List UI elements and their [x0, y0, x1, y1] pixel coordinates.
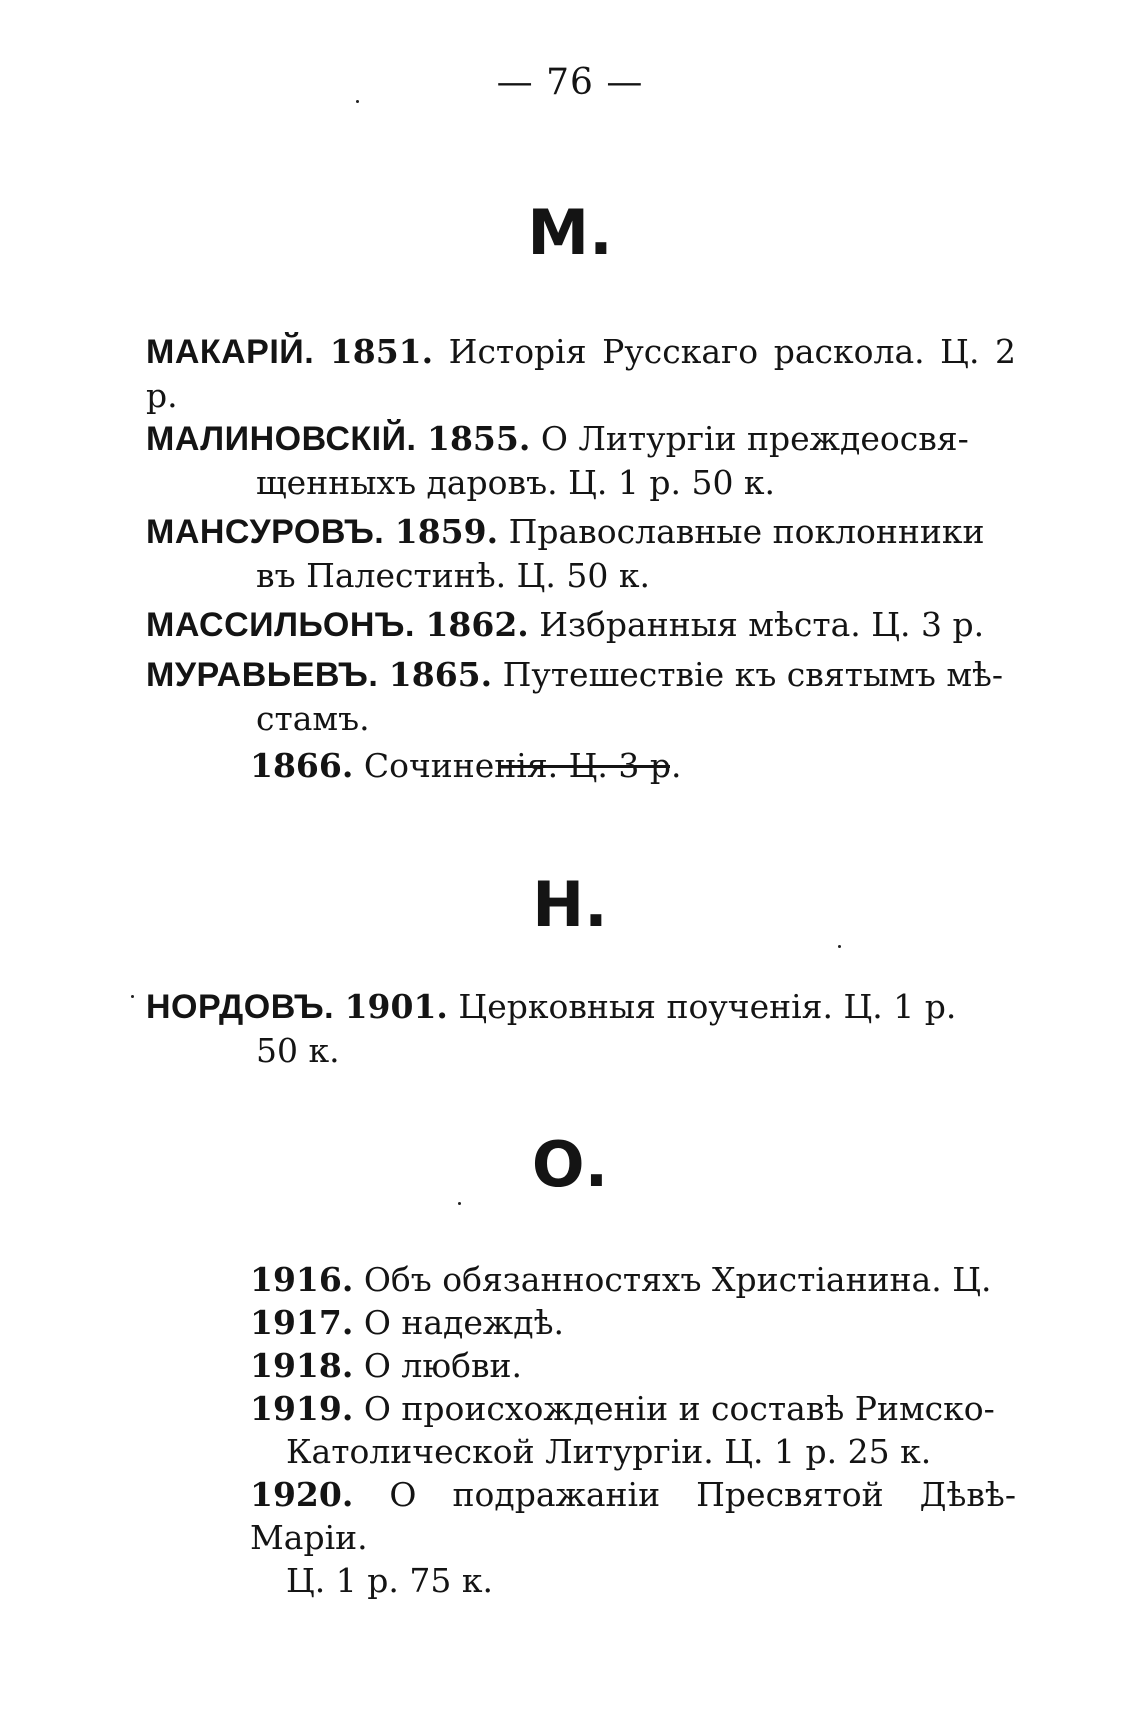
- catalog-entry: [146, 653, 1016, 697]
- section-divider: [500, 765, 670, 768]
- scan-speck: [838, 945, 841, 948]
- entry-author: МУРАВЬЕВЪ.: [146, 656, 379, 694]
- catalog-entry: [146, 603, 1016, 647]
- catalog-entry: [146, 510, 1016, 554]
- section-o-entries: [146, 1258, 1016, 1602]
- entry-continuation: Католической Литургіи. Ц. 1 р. 25 к.: [286, 1432, 932, 1471]
- entry-continuation: стамъ.: [256, 699, 370, 738]
- entry-continuation: щенныхъ даровъ. Ц. 1 р. 50 к.: [256, 463, 776, 502]
- entry-continuation: Ц. 1 р. 75 к.: [286, 1561, 493, 1600]
- entry-text: О надеждѣ.: [363, 1303, 564, 1342]
- entry-year: 1917.: [250, 1303, 354, 1342]
- entry-author: НОРДОВЪ.: [146, 988, 335, 1026]
- entry-year: 1855.: [426, 419, 531, 458]
- entry-author: МАКАРІЙ.: [146, 333, 315, 371]
- entry-author: МАНСУРОВЪ.: [146, 513, 385, 551]
- catalog-entry: [146, 1344, 1016, 1387]
- section-heading-m: М.: [527, 196, 613, 269]
- entry-year: 1866.: [250, 746, 354, 785]
- scan-speck: [458, 1202, 461, 1205]
- entry-text: Церковныя поученія. Ц. 1 р.: [458, 987, 957, 1026]
- entry-text: Объ обязанностяхъ Христіанина. Ц.: [363, 1260, 992, 1299]
- catalog-entry: [146, 1301, 1016, 1344]
- entry-year: 1859.: [394, 512, 499, 551]
- entry-year: 1920.: [250, 1475, 354, 1514]
- entry-year: 1918.: [250, 1346, 354, 1385]
- scan-speck: [131, 995, 134, 998]
- entry-text: Сочиненія. Ц. 3 р.: [363, 746, 682, 785]
- entry-year: 1919.: [250, 1389, 354, 1428]
- catalog-entry: [146, 417, 1016, 461]
- catalog-entry: [146, 1473, 1016, 1559]
- section-heading-n: Н.: [532, 868, 608, 941]
- catalog-entry: [146, 1387, 1016, 1430]
- entry-continuation: 50 к.: [256, 1031, 340, 1070]
- entry-year: 1851.: [329, 332, 434, 371]
- page-number: — 76 —: [496, 62, 644, 103]
- section-m-entries: [146, 330, 1016, 787]
- entry-author: МАССИЛЬОНЪ.: [146, 606, 415, 644]
- entry-text: О любви.: [363, 1346, 523, 1385]
- catalog-entry: [146, 1258, 1016, 1301]
- entry-text: Избранныя мѣста. Ц. 3 р.: [539, 605, 985, 644]
- entry-text: Путешествіе къ святымъ мѣ-: [502, 655, 1004, 694]
- catalog-entry: [146, 985, 1016, 1029]
- entry-text: Исторія Русскаго раскола. Ц. 2 р.: [146, 332, 1016, 415]
- entry-continuation: въ Палестинѣ. Ц. 50 к.: [256, 556, 650, 595]
- entry-year: 1916.: [250, 1260, 354, 1299]
- entry-text: О происхожденіи и составѣ Римско-: [363, 1389, 995, 1428]
- section-heading-o: О.: [531, 1128, 609, 1201]
- entry-year: 1862.: [425, 605, 529, 644]
- catalog-entry: [146, 330, 1016, 417]
- entry-author: МАЛИНОВСКІЙ.: [146, 420, 417, 458]
- entry-text: О Литургіи преждеосвя-: [540, 419, 969, 458]
- entry-year: 1901.: [344, 987, 448, 1026]
- section-n-entries: [146, 985, 1016, 1072]
- scan-speck: [356, 100, 359, 103]
- entry-text: Православные поклонники: [508, 512, 985, 551]
- entry-text: О подражаніи Пресвятой Дѣвѣ-Маріи.: [250, 1475, 1016, 1557]
- entry-year: 1865.: [388, 655, 493, 694]
